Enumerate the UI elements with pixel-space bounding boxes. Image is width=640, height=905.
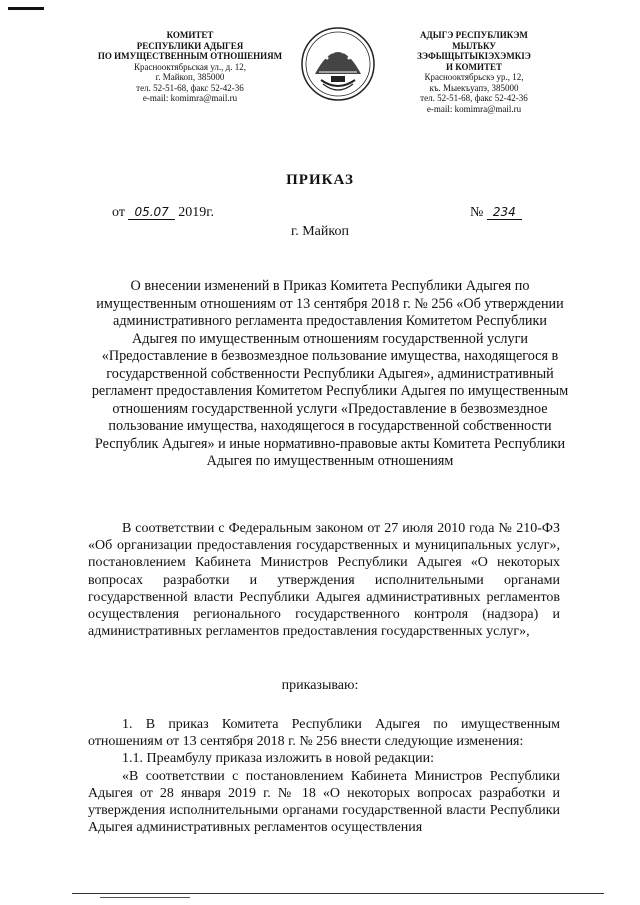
date-handwritten: 05.07: [128, 205, 174, 220]
header-left-line3: ПО ИМУЩЕСТВЕННЫМ ОТНОШЕНИЯМ: [97, 51, 283, 61]
footer-rule: [72, 893, 604, 894]
order-word: приказываю:: [281, 678, 359, 693]
header-right-block: [398, 30, 550, 114]
header-right-email: e-mail: komimra@mail.ru: [426, 103, 522, 114]
item-1-1: 1.1. Преамбулу приказа изложить в новой редакции:: [122, 751, 435, 767]
document-title: ПРИКАЗ: [286, 172, 354, 188]
header-right-line2: МЫЛЪКУ ЗЭФЫЩЫТЫКІЭХЭМКІЭ: [417, 40, 531, 61]
scan-mark: [8, 7, 44, 10]
document-city: г. Майкоп: [291, 224, 349, 239]
document-heading: О внесении изменений в Приказ Комитета Республики Адыгея по имущественным отношениям от 13 сентября 2018 г. № 256 «Об утверждении административного регламента предоставления Комитетом Республики Адыгея по имущественным отношениям государственной услуги «Предоставление в безвозмездное пользование имущества, находящегося в государственной собственности Республики Адыгея», административный регламент предоставления Комитетом Республики Адыгея по имущественным отношениям государственной услуги «Предоставление в безвозмездное пользование имущества, находящегося в государственной собственности Республик Адыгея» и иные нормативно-правовые акты Комитета Республики Адыгея по имущественным отношениям: [91, 278, 569, 469]
date-suffix: 2019г.: [178, 205, 214, 220]
number-prefix: №: [470, 205, 484, 220]
header-left-block: [92, 30, 288, 104]
quote-paragraph: «В соответствии с постановлением Кабинета Министров Республики Адыгея от 28 января 2019 г. № 18 «О некоторых вопросах разработки и утверждения исполнительными органами государственной власти Республики Адыгея административных регламентов осуществления: [88, 768, 560, 836]
footer-dash: [100, 897, 190, 898]
header-right-phone: тел. 52-51-68, факс 52-42-36: [420, 93, 528, 103]
date-prefix: от: [112, 205, 125, 220]
items-block: [88, 716, 560, 836]
header-left-address: Краснооктябрьская ул., д. 12,: [134, 61, 246, 72]
header-left-city: г. Майкоп, 385000: [155, 72, 225, 82]
header-right-city: къ. Мыекъуапэ, 385000: [429, 82, 519, 93]
header-left-phone: тел. 52-51-68, факс 52-42-36: [136, 82, 244, 93]
adygea-emblem-icon: [293, 22, 383, 106]
number-handwritten: 234: [487, 205, 522, 220]
header-left-line1: КОМИТЕТ: [166, 30, 214, 40]
header-left-line2: РЕСПУБЛИКИ АДЫГЕЯ: [136, 40, 244, 51]
document-date: [112, 205, 214, 221]
header-right-line1: АДЫГЭ РЕСПУБЛИКЭМ: [420, 30, 528, 40]
header-right-address: Краснооктябрьскэ ур., 12,: [424, 72, 524, 82]
document-number: [470, 205, 522, 221]
header-left-email: e-mail: komimra@mail.ru: [142, 93, 238, 103]
preamble-paragraph: В соответствии с Федеральным законом от 27 июля 2010 года № 210-ФЗ «Об организации предоставления государственных и муниципальных услуг», постановлением Кабинета Министров Республики Адыгея «О некоторых вопросах разработки и утверждения исполнительными органами государственной власти Республики Адыгея административных регламентов осуществления регионального государственного контроля (надзора) и административных регламентов предоставления государственных услуг»,: [88, 521, 560, 640]
header-right-line3: И КОМИТЕТ: [445, 61, 503, 72]
item-1: 1. В приказ Комитета Республики Адыгея по имущественным отношениям от 13 сентября 2018 г. № 256 внести следующие изменения:: [88, 717, 560, 750]
